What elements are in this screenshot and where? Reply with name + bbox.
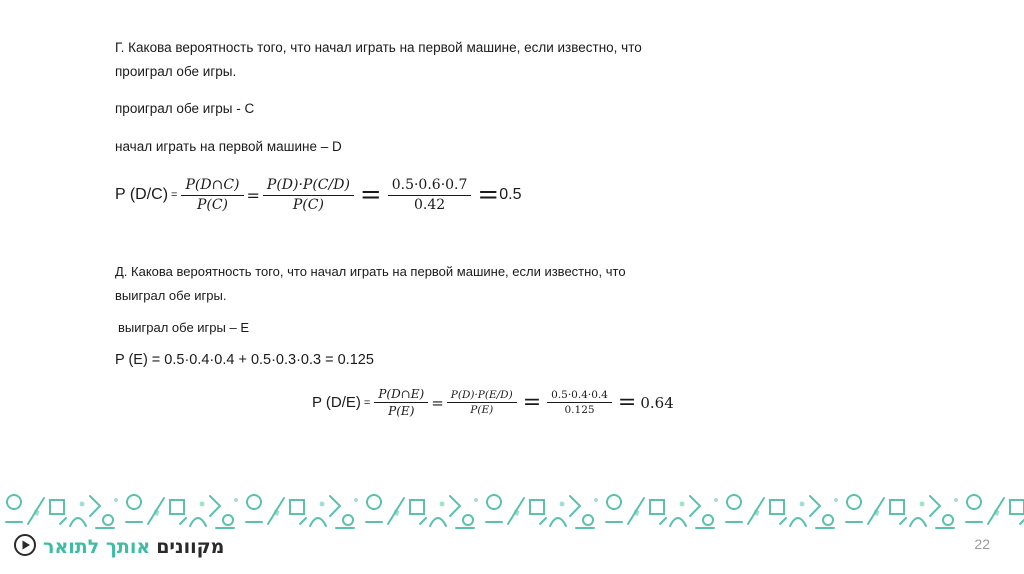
part-d-question (115, 260, 626, 308)
brand-logo (13, 532, 224, 562)
fraction-1-numerator: P(D∩E) (374, 386, 428, 403)
fraction-3-denominator: 0.42 (413, 196, 446, 213)
brand-word-1: מקוונים (156, 536, 225, 558)
fraction-2-numerator: P(D)·P(C/D) (263, 176, 354, 196)
fraction-3-numerator: 0.5·0.4·0.4 (547, 388, 612, 403)
fraction-3 (547, 388, 612, 417)
part-g-question-line1: Г. Какова вероятность того, что начал играть на первой машине, если известно, что (115, 40, 642, 55)
equals-3: = (617, 390, 637, 416)
fraction-1-numerator: P(D∩C) (181, 176, 243, 196)
play-icon (13, 533, 37, 562)
formula-lhs: P (D/C) (115, 186, 169, 204)
fraction-1 (181, 176, 243, 215)
equals-2: = (522, 390, 542, 416)
part-g-question (115, 36, 642, 84)
fraction-2 (447, 388, 517, 417)
def-d: начал играть на первой машине – D (115, 139, 342, 154)
formula-lhs-equals: = (171, 189, 178, 202)
fraction-3-denominator: 0.125 (564, 404, 595, 417)
doodle-pattern (0, 490, 1024, 532)
fraction-3-numerator: 0.5·0.6·0.7 (388, 176, 472, 196)
part-d-question-line1: Д. Какова вероятность того, что начал играть на первой машине, если известно, что (115, 264, 626, 279)
equals-1: = (246, 185, 260, 205)
equals-3: = (477, 180, 500, 211)
fraction-1-denominator: P(C) (196, 196, 229, 213)
part-d-question-line2: выиграл обе игры. (115, 288, 227, 303)
formula-lhs-equals: = (363, 396, 371, 409)
brand-word-2: אותך לתואר (43, 536, 151, 558)
def-c: проиграл обе игры - C (115, 101, 255, 116)
formula-result: 0.5 (499, 186, 522, 204)
fraction-2-numerator: P(D)·P(E/D) (447, 388, 517, 403)
fraction-1 (374, 386, 428, 419)
fraction-1-denominator: P(E) (388, 404, 415, 419)
fraction-2-denominator: P(C) (292, 196, 324, 213)
page-number: 22 (974, 536, 990, 552)
equals-1: = (431, 393, 444, 412)
fraction-2 (263, 176, 354, 215)
formula-d-given-c (115, 176, 521, 215)
total-probability: P (E) = 0.5·0.4·0.4 + 0.5·0.3·0.3 = 0.125 (115, 352, 374, 368)
formula-lhs: P (D/E) (312, 394, 361, 412)
formula-d-given-e (312, 386, 674, 419)
formula-result: 0.64 (640, 393, 674, 412)
fraction-2-denominator: P(E) (470, 404, 494, 417)
def-e: выиграл обе игры – E (118, 320, 249, 335)
part-g-question-line2: проиграл обе игры. (115, 64, 237, 79)
equals-2: = (359, 180, 382, 211)
fraction-3 (388, 176, 472, 215)
